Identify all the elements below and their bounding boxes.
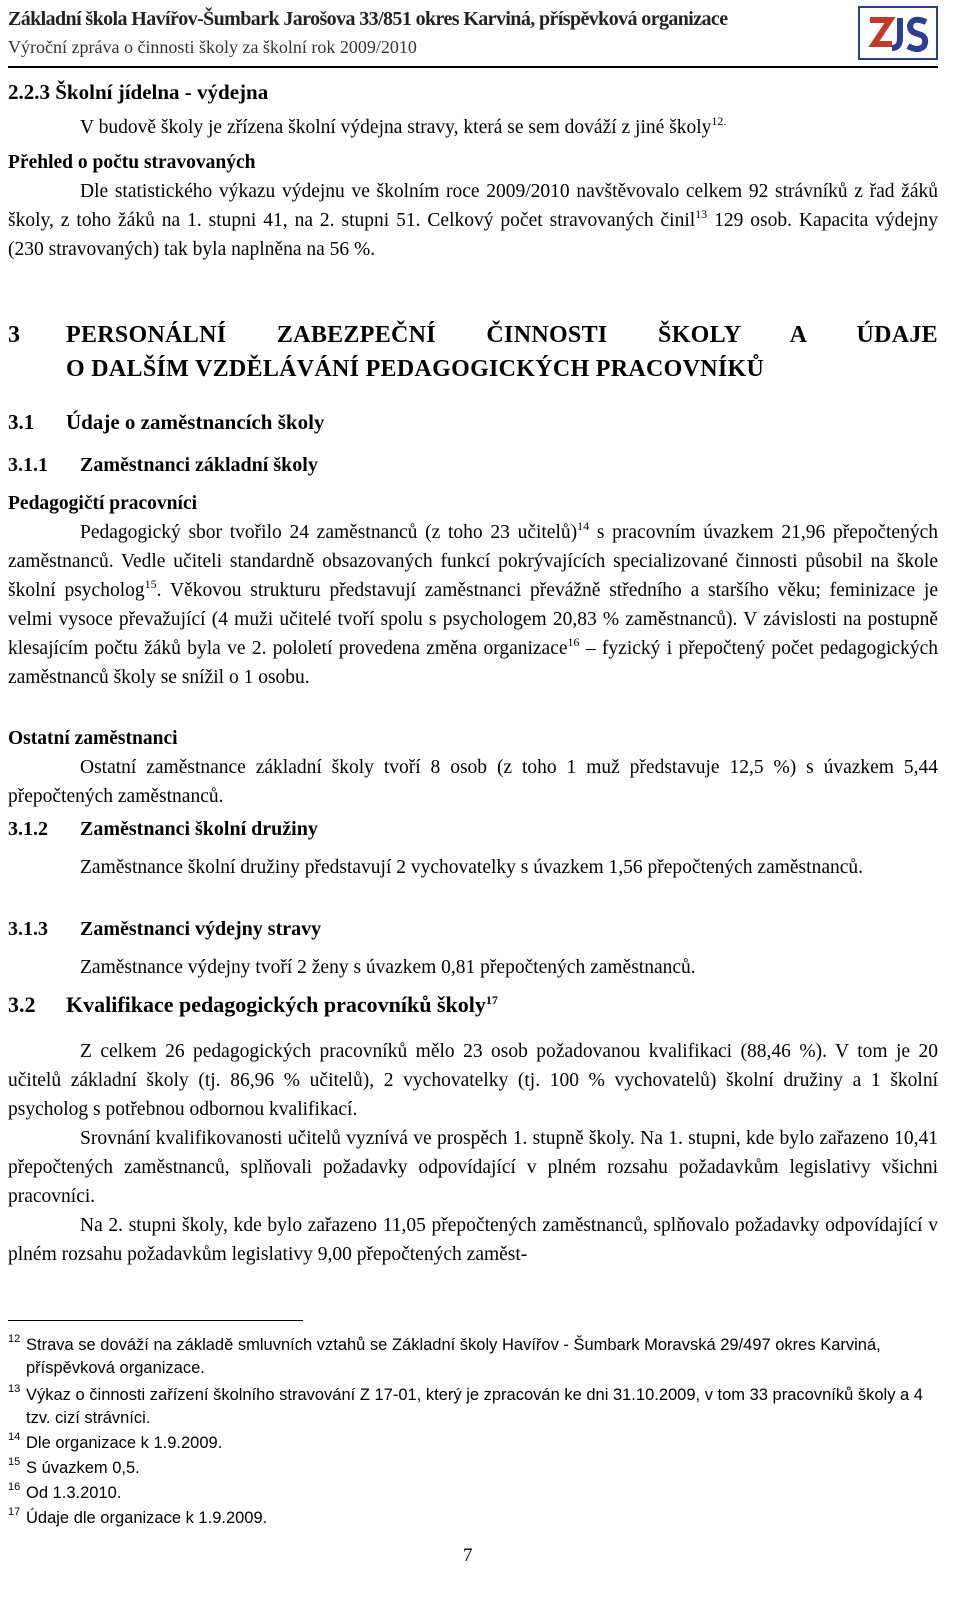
subheading: Ostatní zaměstnanci [8,728,178,749]
footnote-number: 14 [8,1431,21,1443]
s32-p1: Z celkem 26 pedagogických pracovníků mělo 23 osob požadovanou kvalifikaci (88,46 %). V tom je 20 učitelů základní školy (tj. 86,96 % učitelů), 2 vychovatelky (tj. 100 % vychovatelů) školní družiny a 1 školní psycholog s potřebnou odbornou kvalifikací. [8,1041,938,1120]
section-2-2-3-heading: 2.2.3 Školní jídelna - výdejna [8,80,269,104]
footnotes [8,1330,938,1530]
footnote-text: Výkaz o činnosti zařízení školního stravování Z 17-01, který je zpracován ke dni 31.10.2009, v tom 33 pracovníků školy a 4 tzv. cizí strávníci. [26,1386,923,1427]
footnote-ref-16: 16 [567,635,580,649]
section-3-1-2-heading [8,818,318,841]
section-title: Zaměstnanci základní školy [80,454,318,476]
footnote-text: S úvazkem 0,5. [26,1459,140,1477]
footnote-number: 15 [8,1456,21,1468]
paragraph [8,1037,938,1124]
subheading: Pedagogičtí pracovníci [8,493,198,514]
chapter-number: 3 [8,322,21,348]
page-header [8,6,938,62]
s223-p2b: 129 osob. Kapacita výdejny (230 stravovaných) tak byla naplněna na 56 %. [8,210,938,260]
s312-text: Zaměstnance školní družiny představují 2 vychovatelky s úvazkem 1,56 přepočtených zaměstnanců. [80,857,863,878]
section-number: 3.1.1 [8,454,48,476]
chapter-title-line2: O DALŠÍM VZDĚLÁVÁNÍ PEDAGOGICKÝCH PRACOVNÍKŮ [66,356,765,382]
footnote-text: Strava se dováží na základě smluvních vztahů se Základní školy Havířov - Šumbark Moravská 29/497 okres Karviná, příspěvková organizace. [26,1336,881,1377]
footnote-number: 12 [8,1333,21,1345]
paragraph [8,1211,938,1269]
section-3-1-heading [8,410,324,435]
footnote-separator [8,1320,303,1321]
footnote-number: 17 [8,1506,21,1518]
s223-p1: V budově školy je zřízena školní výdejna stravy, která se sem dováží z jiné školy [80,117,712,138]
paragraph [8,1124,938,1211]
section-3-1-3-heading [8,918,321,941]
footnote-ref-17: 17 [485,993,498,1007]
footnote-ref-15: 15 [144,577,157,591]
other-staff-text: Ostatní zaměstnance základní školy tvoří 8 osob (z toho 1 muž představuje 12,5 %) s úvazkem 5,44 přepočtených zaměstnanců. [8,757,938,807]
footnote-15 [8,1457,938,1480]
footnote-16 [8,1482,938,1505]
section-number: 3.2 [8,992,36,1017]
page-number: 7 [463,1545,473,1566]
header-rule [8,66,938,68]
paragraph [8,953,938,982]
section-title: Zaměstnanci školní družiny [80,818,318,840]
subheading: Přehled o počtu stravovaných [8,152,256,173]
paragraph [8,518,938,692]
footnote-ref-12: 12. [711,114,727,128]
footnote-text: Od 1.3.2010. [26,1484,122,1502]
ped-text-b: s pracovním úvazkem 21,96 přepočtených zaměstnanců. Vedle učiteli standardně obsazovaných funkcí pokrývajících specializované činnosti působil na škole školní psycholog [8,522,938,601]
header-subtitle: Výroční zpráva o činnosti školy za školní rok 2009/2010 [8,37,417,57]
ped-text-a: Pedagogický sbor tvořilo 24 zaměstnanců (z toho 23 učitelů) [80,522,578,543]
footnote-number: 13 [8,1383,21,1395]
chapter-title-line1: PERSONÁLNÍ ZABEZPEČNÍ ČINNOSTI ŠKOLY A ÚDAJE [66,322,938,348]
footnote-14 [8,1432,938,1455]
s32-p2: Srovnání kvalifikovanosti učitelů vyznívá ve prospěch 1. stupně školy. Na 1. stupni, kde bylo zařazeno 10,41 přepočtených zaměstnanců, splňovali požadavky odpovídající v plném rozsahu požadavkům legislativy všichni pracovníci. [8,1128,938,1207]
s223-p2a: Dle statistického výkazu výdejnu ve školním roce 2009/2010 navštěvovalo celkem 92 strávníků z řad žáků školy, z toho žáků na 1. stupni 41, na 2. stupni 51. Celkový počet stravovaných činil [8,181,938,231]
footnote-17 [8,1507,938,1530]
ped-text-d: – fyzický i přepočtený počet pedagogických zaměstnanců školy se snížil o 1 osobu. [8,638,938,688]
paragraph [8,853,938,882]
footnote-number: 16 [8,1481,21,1493]
section-3-2-heading [8,992,498,1018]
footnote-text: Dle organizace k 1.9.2009. [26,1434,223,1452]
footnote-ref-13: 13 [695,207,708,221]
footnote-12 [8,1334,938,1380]
section-title: Údaje o zaměstnancích školy [66,410,325,434]
paragraph [8,113,938,142]
section-number: 3.1.3 [8,918,48,940]
section-title: Kvalifikace pedagogických pracovníků školy [66,992,486,1017]
school-logo-icon [858,6,938,60]
section-3-1-1-heading [8,454,318,477]
chapter-3-heading [8,318,938,386]
section-title: Zaměstnanci výdejny stravy [80,918,322,940]
footnote-13 [8,1384,938,1430]
ped-text-c: . Věkovou strukturu představují zaměstnanci převážně středního a staršího věku; feminizace je velmi vysoce převažující (4 muži učitelé tvoří spolu s psychologem 20,83 % zaměstnanců). V závislosti na postupně klesajícím počtu žáků byla ve 2. pololetí provedena změna organizace [8,580,938,659]
paragraph [8,753,938,811]
header-title: Základní škola Havířov-Šumbark Jarošova 33/851 okres Karviná, příspěvková organizace [8,8,728,30]
s313-text: Zaměstnance výdejny tvoří 2 ženy s úvazkem 0,81 přepočtených zaměstnanců. [80,957,696,978]
section-number: 3.1 [8,410,35,434]
s32-p3: Na 2. stupni školy, kde bylo zařazeno 11,05 přepočtených zaměstnanců, splňovalo požadavky odpovídající v plném rozsahu požadavkům legislativy 9,00 přepočtených zaměst- [8,1215,938,1265]
paragraph [8,177,938,264]
section-number: 3.1.2 [8,818,48,840]
footnote-ref-14: 14 [577,519,590,533]
footnote-text: Údaje dle organizace k 1.9.2009. [26,1509,268,1527]
